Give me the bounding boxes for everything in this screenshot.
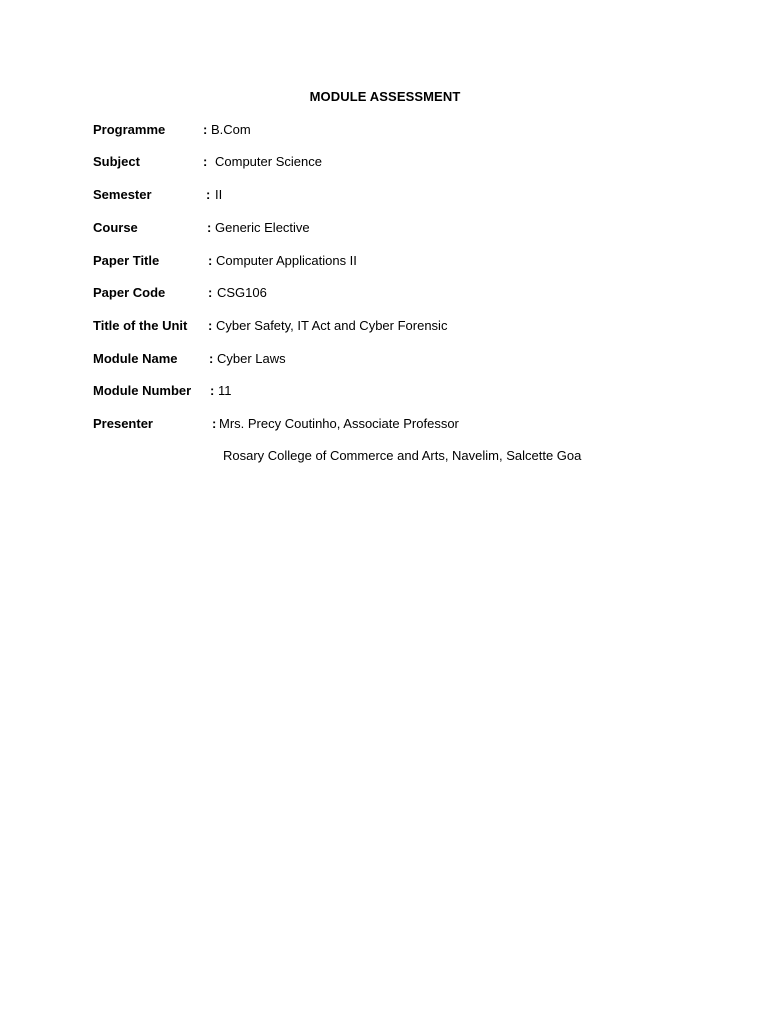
field-value: Mrs. Precy Coutinho, Associate Professor	[219, 416, 459, 431]
field-separator: :	[203, 154, 208, 169]
field-label: Paper Title	[93, 253, 160, 268]
field-separator: :	[209, 351, 214, 366]
field-value: Generic Elective	[215, 220, 310, 235]
field-label: Course	[93, 220, 138, 235]
field-separator: :	[203, 122, 208, 137]
field-separator: :	[208, 253, 213, 268]
field-value: 11	[218, 383, 232, 398]
field-separator: :	[212, 416, 217, 431]
field-separator: :	[207, 220, 212, 235]
field-separator: :	[208, 318, 213, 333]
presenter-affiliation: Rosary College of Commerce and Arts, Navelim, Salcette Goa	[223, 448, 582, 463]
field-separator: :	[208, 285, 213, 300]
field-separator: :	[210, 383, 215, 398]
field-label: Module Name	[93, 351, 178, 366]
field-label: Module Number	[93, 383, 192, 398]
field-value: Cyber Safety, IT Act and Cyber Forensic	[216, 318, 448, 333]
field-label: Presenter	[93, 416, 153, 431]
document-title: MODULE ASSESSMENT	[309, 89, 461, 104]
field-label: Paper Code	[93, 285, 166, 300]
field-separator: :	[206, 187, 211, 202]
field-label: Semester	[93, 187, 152, 202]
field-value: B.Com	[211, 122, 251, 137]
field-label: Programme	[93, 122, 166, 137]
field-label: Title of the Unit	[93, 318, 188, 333]
field-value: Computer Science	[215, 154, 322, 169]
field-value: II	[215, 187, 223, 202]
field-value: Cyber Laws	[217, 351, 286, 366]
field-value: CSG106	[217, 285, 267, 300]
field-value: Computer Applications II	[216, 253, 357, 268]
field-label: Subject	[93, 154, 140, 169]
